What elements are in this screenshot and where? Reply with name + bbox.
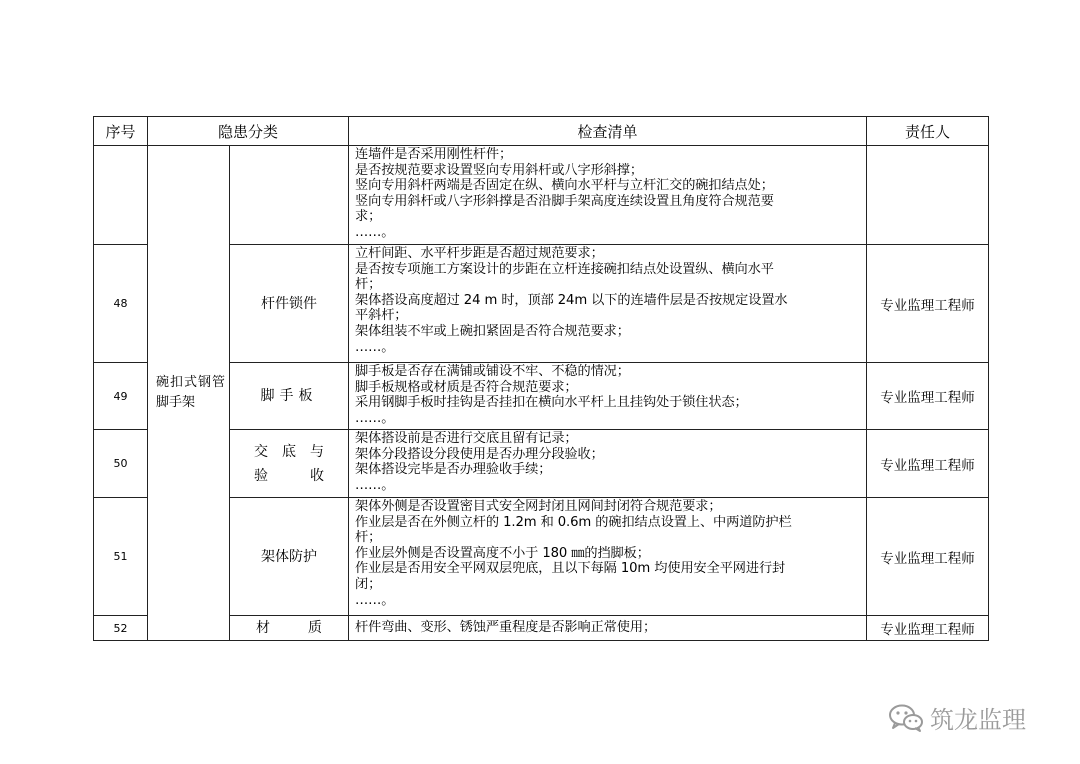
checklist-cell [349, 363, 867, 430]
sub-category-char: 交 [254, 443, 268, 460]
check-line: 立杆间距、水平杆步距是否超过规范要求； [355, 246, 604, 261]
sub-category [230, 616, 349, 641]
watermark [888, 700, 1026, 735]
header-no: 序号 [94, 117, 148, 146]
check-line: ……。 [355, 592, 395, 608]
check-line: 是否按专项施工方案设计的步距在立杆连接碗扣结点处设置纵、横向水平 [355, 261, 774, 277]
sub-category [230, 430, 349, 498]
watermark-text: 筑龙监理 [930, 706, 1026, 734]
check-line: 闭； [355, 576, 382, 592]
category-main: 碗扣式钢管脚手架 [148, 146, 230, 641]
header-owner: 责任人 [867, 117, 989, 146]
row-number: 51 [94, 498, 148, 616]
row-number [94, 146, 148, 245]
table-header-row [94, 117, 989, 146]
check-line: 作业层是否在外侧立杆的 1.2m 和 0.6m 的碗扣结点设置上、中两道防护栏 [355, 514, 792, 530]
sub-category: 杆件锁件 [230, 245, 349, 363]
wechat-icon [888, 703, 924, 733]
check-line: ……。 [355, 339, 395, 355]
check-line: ……。 [355, 410, 395, 426]
checklist-cell [349, 245, 867, 363]
check-line: 架体搭设完毕是否办理验收手续； [355, 462, 552, 478]
owner-cell: 专业监理工程师 [867, 245, 989, 363]
check-line: 架体外侧是否设置密目式安全网封闭且网间封闭符合规范要求； [355, 499, 722, 514]
check-line: 竖向专用斜杆两端是否固定在纵、横向水平杆与立杆汇交的碗扣结点处； [355, 178, 774, 194]
check-line: 杆； [355, 277, 382, 293]
sub-category [230, 146, 349, 245]
check-line: 平斜杆； [355, 308, 408, 324]
checklist-cell [349, 430, 867, 498]
sub-category-char: 与 [310, 443, 324, 460]
check-line: 脚手板是否存在满铺或铺设不牢、不稳的情况； [355, 364, 630, 379]
check-line: ……。 [355, 224, 395, 240]
checklist-cell [349, 146, 867, 245]
sub-category-char: 验 [254, 467, 268, 484]
owner-cell: 专业监理工程师 [867, 363, 989, 430]
sub-category: 架体防护 [230, 498, 349, 616]
check-line: 采用钢脚手板时挂钩是否挂扣在横向水平杆上且挂钩处于锁住状态； [355, 395, 748, 411]
check-line: 杆； [355, 530, 382, 546]
check-line: 架体搭设高度超过 24 m 时，顶部 24m 以下的连墙件层是否按规定设置水 [355, 292, 788, 308]
checklist-cell [349, 616, 867, 641]
sub-category-char: 底 [282, 443, 296, 460]
header-category: 隐患分类 [148, 117, 349, 146]
checklist-table [93, 116, 989, 641]
row-number: 52 [94, 616, 148, 641]
checklist-cell [349, 498, 867, 616]
check-line: 求； [355, 209, 382, 225]
row-number: 50 [94, 430, 148, 498]
owner-cell: 专业监理工程师 [867, 616, 989, 641]
check-line: 连墙件是否采用刚性杆件； [355, 147, 513, 162]
check-line: ……。 [355, 477, 395, 493]
check-line: 是否按规范要求设置竖向专用斜杆或八字形斜撑； [355, 162, 643, 178]
check-line: 架体组装不牢或上碗扣紧固是否符合规范要求； [355, 323, 630, 339]
check-line: 竖向专用斜杆或八字形斜撑是否沿脚手架高度连续设置且角度符合规范要 [355, 193, 774, 209]
row-number: 48 [94, 245, 148, 363]
check-line: 杆件弯曲、变形、锈蚀严重程度是否影响正常使用； [355, 620, 657, 636]
row-number: 49 [94, 363, 148, 430]
check-line: 架体搭设前是否进行交底且留有记录； [355, 431, 578, 446]
sub-category: 脚手板 [230, 363, 349, 430]
sub-category-char: 收 [310, 467, 325, 484]
sub-category-char: 材 [256, 620, 270, 636]
owner-cell [867, 146, 989, 245]
check-line: 作业层是否用安全平网双层兜底，且以下每隔 10m 均使用安全平网进行封 [355, 561, 786, 577]
owner-cell: 专业监理工程师 [867, 498, 989, 616]
check-line: 作业层外侧是否设置高度不小于 180 ㎜的挡脚板； [355, 545, 650, 561]
owner-cell: 专业监理工程师 [867, 430, 989, 498]
sub-category-char: 质 [308, 620, 323, 636]
table-row [94, 146, 989, 245]
check-line: 脚手板规格或材质是否符合规范要求； [355, 379, 578, 395]
header-checklist: 检查清单 [349, 117, 867, 146]
check-line: 架体分段搭设分段使用是否办理分段验收； [355, 446, 604, 462]
